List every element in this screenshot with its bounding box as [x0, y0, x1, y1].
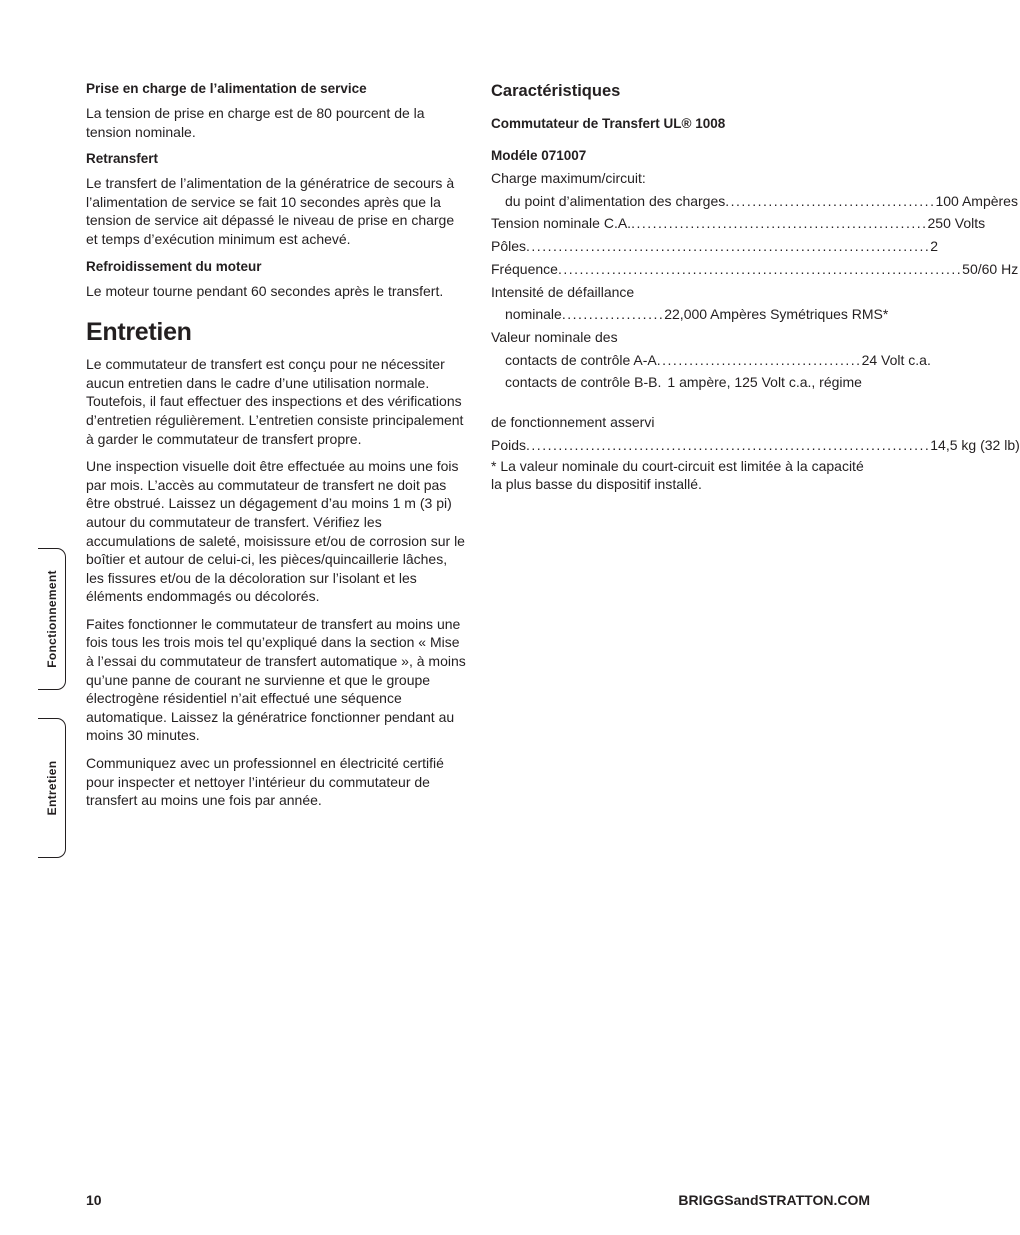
spec-label: contacts de contrôle A-A — [505, 351, 657, 368]
spec-row-contact-bb — [491, 371, 871, 394]
spec-value: 2 — [930, 238, 939, 255]
spec-value: 22,000 Ampères Symétriques RMS* — [664, 306, 889, 323]
section-heading-prise-en-charge: Prise en charge de l’alimentation de service — [86, 81, 367, 96]
dot-leader: ...................................... — [656, 351, 862, 368]
dot-leader: ................... — [561, 306, 665, 323]
paragraph-visual-inspection: Une inspection visuelle doit être effectuée au moins une fois par mois. L’accès au commutateur de transfert ne doit pas être obstrué. Laissez un dégagement d’au moins 1 m (3 pi) autour du commutateur de transfert. Vérifiez les accumulations de saleté, moisissure et/ou de corrosion sur le boîtier et autour de celui-ci, les pièces/quincaillerie lâches, les fissures et/ou de la décoloration sur l’isolant et les éléments endommagés ou décolorés. — [86, 458, 465, 605]
page-title: Entretien — [86, 318, 192, 347]
website-url: BRIGGSandSTRATTON.COM — [678, 1192, 870, 1208]
section-heading-refroidissement: Refroidissement du moteur — [86, 258, 262, 274]
spec-label: Tension nominale C.A. — [491, 215, 632, 232]
spec-label: du point d’alimentation des charges — [505, 192, 726, 209]
spec-row-charge — [491, 190, 1018, 213]
spec-footnote: * La valeur nominale du court-circuit est limitée à la capacité la plus basse du dispositif installé. — [491, 458, 864, 492]
spec-charge-label: Charge maximum/circuit: — [491, 170, 646, 186]
spec-label: contacts de contrôle B-B. — [505, 374, 662, 391]
spec-row-poles — [491, 235, 939, 258]
section-heading-retransfert: Retransfert — [86, 151, 159, 167]
spec-label: Pôles — [491, 238, 527, 255]
spec-fault-label: Intensité de défaillance — [491, 283, 635, 300]
left-column — [86, 80, 466, 819]
tab-fonctionnement[interactable] — [38, 548, 66, 690]
spec-row-fault — [491, 303, 889, 326]
dot-leader: ........................................................................... — [557, 260, 963, 277]
specifications-heading: Caractéristiques — [491, 82, 621, 100]
right-column — [491, 80, 1020, 493]
dot-leader: ........................................................................... — [526, 238, 931, 255]
spec-row-tension — [491, 212, 986, 235]
spec-row-frequence — [491, 258, 1019, 281]
tab-entretien[interactable] — [38, 718, 66, 858]
spec-contact-label: Valeur nominale des — [491, 328, 618, 345]
paragraph-maintenance-intro: Le commutateur de transfert est conçu pour ne nécessiter aucun entretien dans le cadre d’une utilisation normale. Toutefois, il faut effectuer des inspections et des vérifications d’entretien régulièrement. L’entretien consiste principalement à garder le commutateur de transfert propre. — [86, 356, 464, 447]
spec-value: 50/60 Hz — [962, 260, 1019, 277]
spec-row-contact-aa — [491, 349, 931, 372]
dot-leader: ....................................... — [725, 192, 936, 209]
paragraph-professional: Communiquez avec un professionnel en électricité certifié pour inspecter et nettoyer l’intérieur du commutateur de transfert au moins une fois par année. — [86, 755, 444, 809]
dot-leader: ........................................................................... — [526, 436, 931, 453]
section-text-refroidissement: Le moteur tourne pendant 60 secondes après le transfert. — [86, 282, 444, 299]
dot-leader: ....................................................... — [631, 215, 928, 232]
spec-value: 1 ampère, 125 Volt c.a., régime — [667, 374, 862, 391]
spec-label: nominale — [505, 306, 562, 323]
section-text-retransfert: Le transfert de l’alimentation de la génératrice de secours à l’alimentation de service se fait 10 secondes après que la tension de service ait dépassé le niveau de prise en charge et temps d’exécution minimum est achevé. — [86, 175, 455, 247]
tab-fonctionnement-label: Fonctionnement — [44, 570, 59, 668]
spec-value: 100 Ampères — [935, 192, 1018, 209]
spec-contact-bb-continued: de fonctionnement asservi — [491, 414, 655, 431]
spec-value: 250 Volts — [927, 215, 986, 232]
paragraph-operate-switch: Faites fonctionner le commutateur de transfert au moins une fois tous les trois mois tel qu’expliqué dans la section « Mise à l’essai du commutateur de transfert automatique », à moins qu’une panne de courant ne survienne et que le groupe électrogène résidentiel n’ait effectué une séquence automatique. Laissez la génératrice fonctionner pendant au moins 30 minutes. — [86, 615, 466, 744]
spec-value: 14,5 kg (32 lb) — [930, 436, 1020, 453]
tab-entretien-label: Entretien — [44, 760, 59, 816]
page-number: 10 — [86, 1192, 102, 1208]
transfer-switch-heading: Commutateur de Transfert UL® 1008 — [491, 116, 726, 131]
spec-list — [491, 167, 1020, 456]
section-text-prise-en-charge: La tension de prise en charge est de 80 pourcent de la tension nominale. — [86, 105, 425, 140]
spec-label: Fréquence — [491, 260, 558, 277]
spec-label: Poids — [491, 436, 527, 453]
spec-row-poids — [491, 434, 1020, 457]
model-heading: Modéle 071007 — [491, 148, 587, 163]
spec-value: 24 Volt c.a. — [861, 351, 931, 368]
